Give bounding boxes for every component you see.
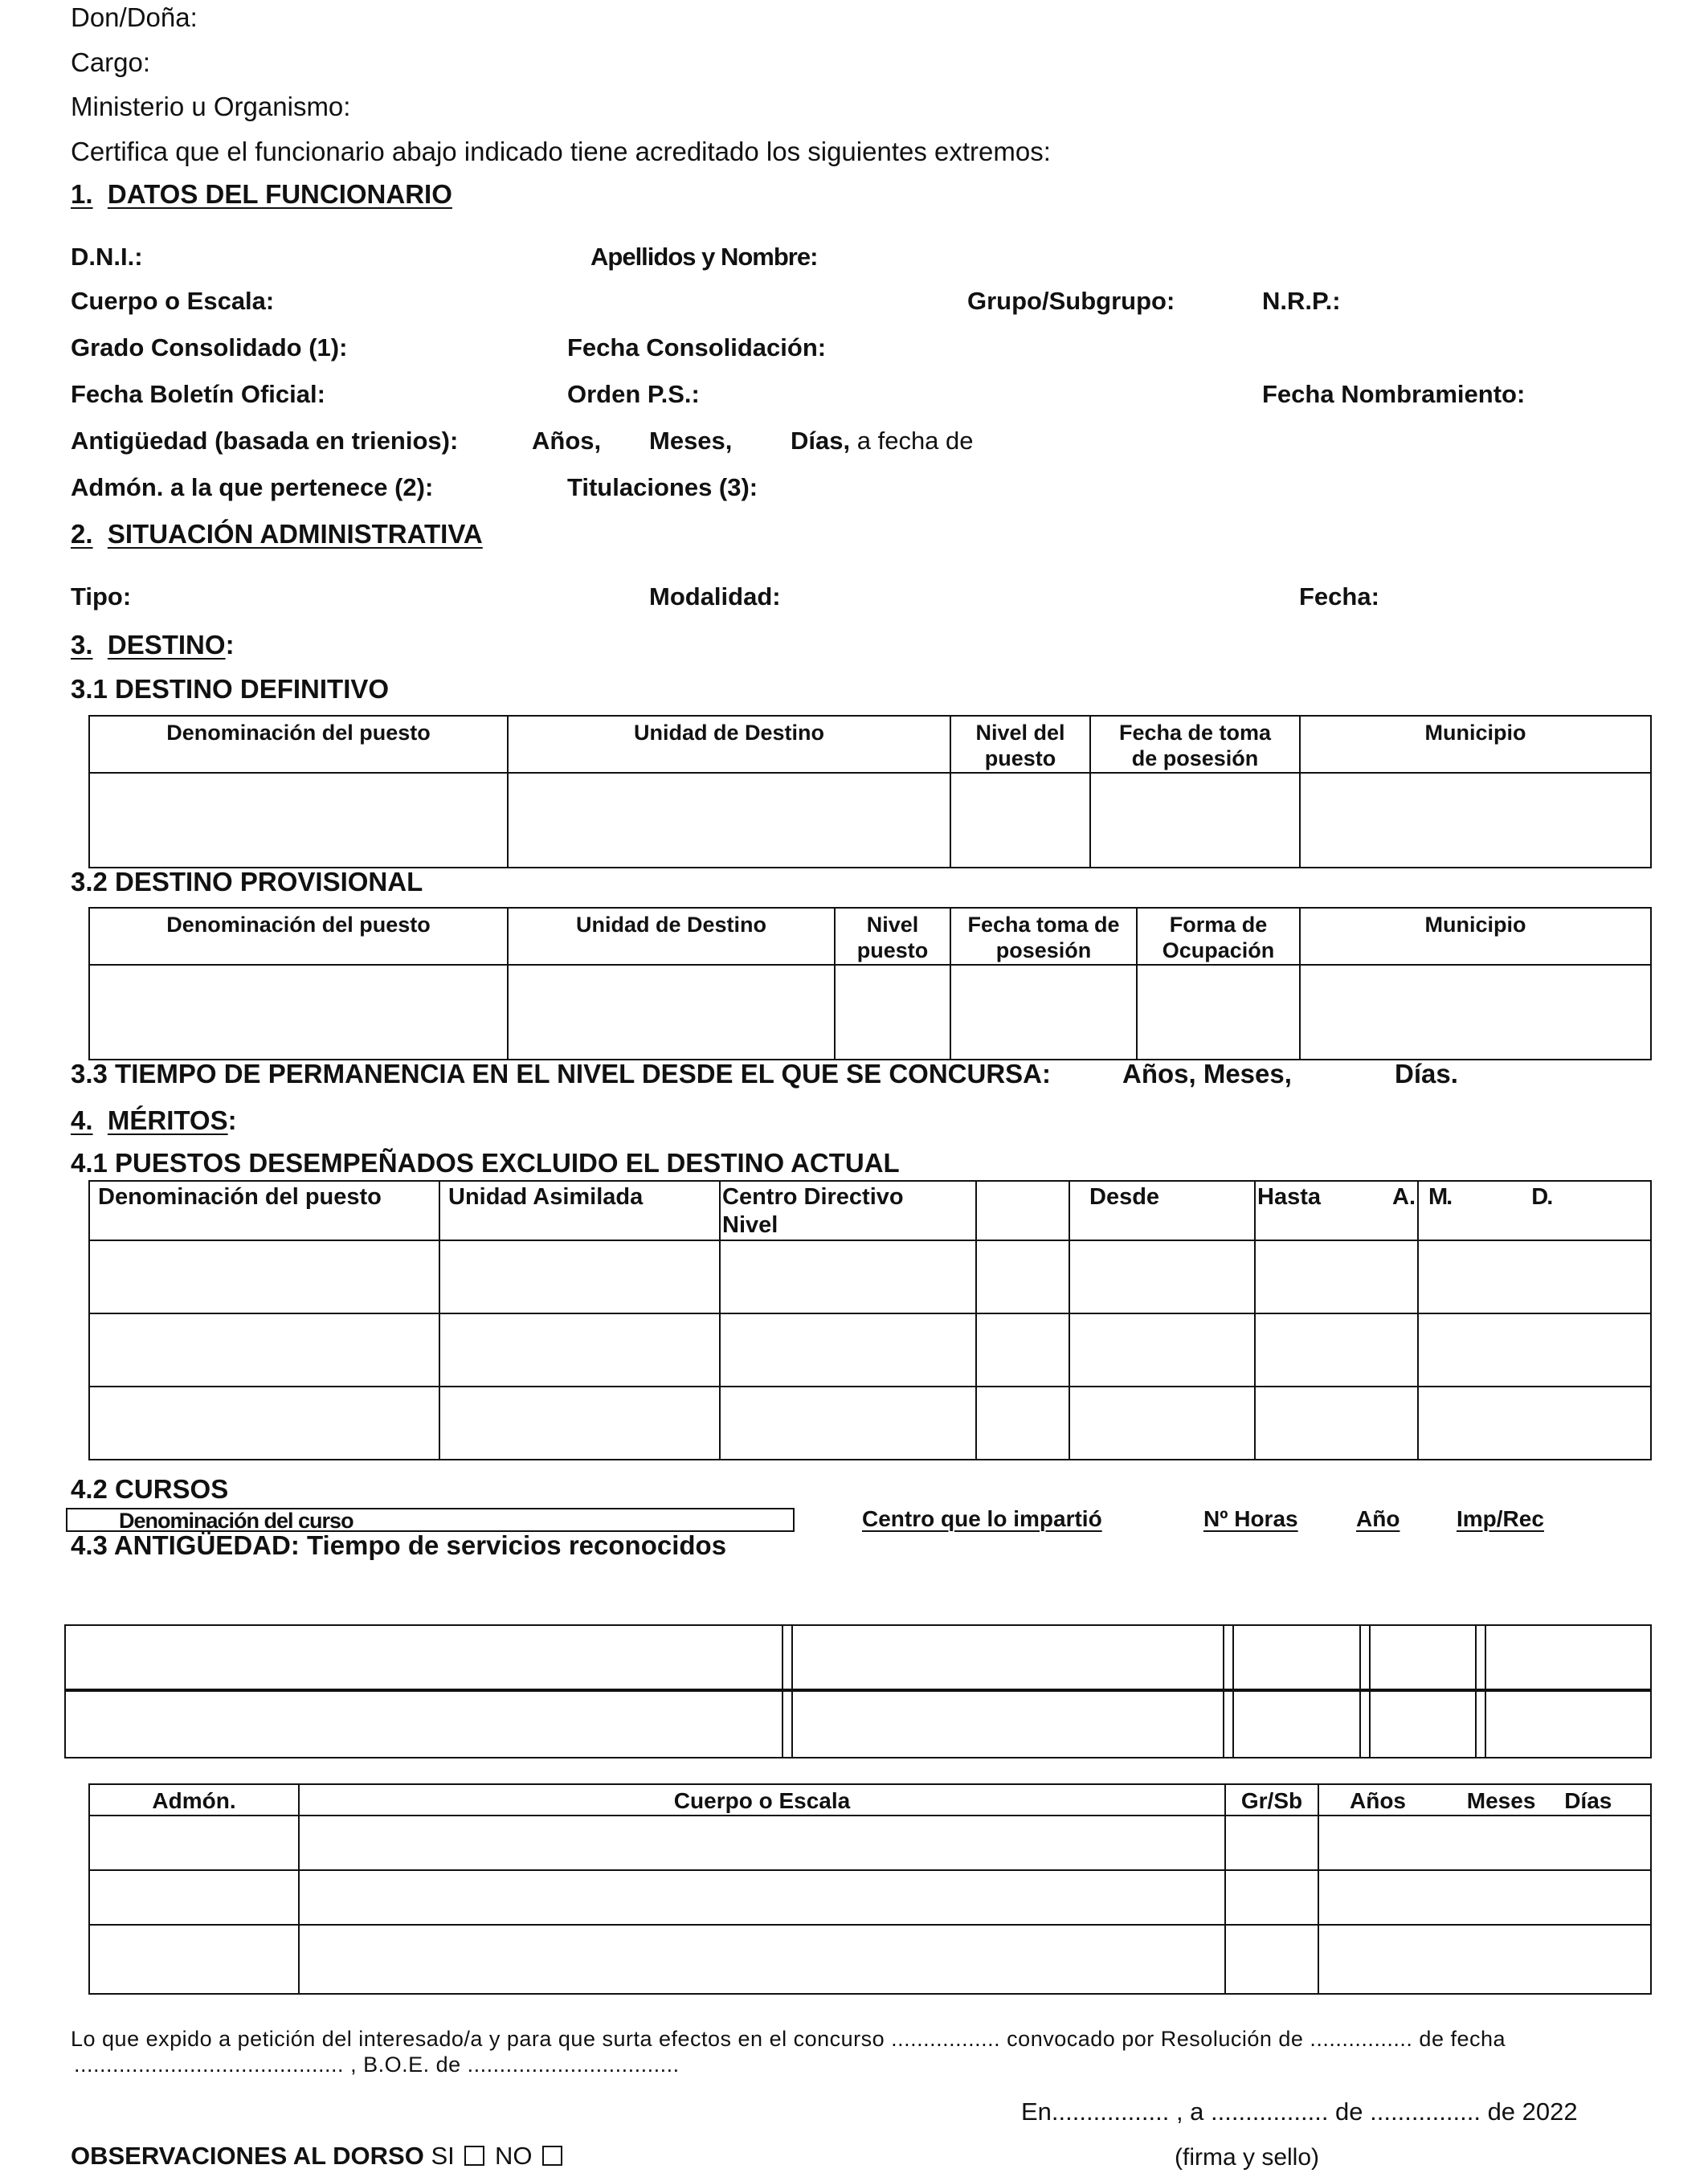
cursos-grid bbox=[64, 1624, 1652, 1758]
grid-divider bbox=[782, 1626, 793, 1757]
table-cell[interactable] bbox=[299, 1816, 1225, 1870]
section-2-heading bbox=[71, 521, 483, 547]
table-cell[interactable] bbox=[439, 1240, 720, 1313]
section-3-title: DESTINO bbox=[107, 630, 226, 660]
cursos-title: 4.2 CURSOS bbox=[71, 1474, 229, 1504]
table-cell[interactable] bbox=[1225, 1816, 1318, 1870]
table-cell[interactable] bbox=[720, 1387, 976, 1460]
destino-provisional-table bbox=[88, 907, 1652, 1060]
section-1-heading bbox=[71, 181, 452, 207]
table-cell[interactable] bbox=[950, 773, 1090, 868]
table-header-cell: Denominación del puesto bbox=[89, 716, 508, 773]
dias-short-header: D. bbox=[1531, 1184, 1552, 1210]
orden-ps-label: Orden P.S.: bbox=[567, 380, 700, 408]
cargo-label: Cargo: bbox=[71, 47, 151, 77]
anos-label: Años, bbox=[532, 427, 602, 455]
a-fecha-de-label: a fecha de bbox=[856, 427, 974, 455]
permanencia-anos-meses: Años, Meses, bbox=[1122, 1059, 1292, 1089]
puestos-desempenados-title: 4.1 PUESTOS DESEMPEÑADOS EXCLUIDO EL DESTINO ACTUAL bbox=[71, 1148, 900, 1178]
section-2-title: SITUACIÓN ADMINISTRATIVA bbox=[107, 519, 483, 549]
table-cell[interactable] bbox=[1255, 1240, 1418, 1313]
nivel-header: Nivel bbox=[722, 1211, 778, 1238]
table-cell[interactable] bbox=[1318, 1870, 1651, 1925]
table-cell[interactable] bbox=[89, 1387, 439, 1460]
antiguedad-label: Antigüedad (basada en trienios): bbox=[71, 427, 459, 455]
firma-sello: (firma y sello) bbox=[1175, 2144, 1320, 2171]
table-cell[interactable] bbox=[1069, 1313, 1255, 1387]
section-3-heading bbox=[71, 631, 235, 658]
table-cell[interactable] bbox=[299, 1870, 1225, 1925]
section-1-title: DATOS DEL FUNCIONARIO bbox=[107, 179, 452, 209]
apellidos-label: Apellidos y Nombre: bbox=[590, 243, 818, 271]
table-cell[interactable] bbox=[1300, 965, 1651, 1060]
meses-short-header: M. bbox=[1428, 1184, 1452, 1210]
table-header-cell: Nivel del puesto bbox=[950, 716, 1090, 773]
table-cell[interactable] bbox=[1300, 773, 1651, 868]
table-cell[interactable] bbox=[439, 1387, 720, 1460]
admon-label: Admón. a la que pertenece (2): bbox=[71, 473, 434, 501]
grupo-label: Grupo/Subgrupo: bbox=[967, 287, 1175, 315]
certifica-text: Certifica que el funcionario abajo indicado tiene acreditado los siguientes extremos: bbox=[71, 137, 1051, 166]
table-header-cell: Admón. bbox=[89, 1784, 299, 1816]
table-cell[interactable] bbox=[1418, 1240, 1651, 1313]
lugar-fecha: En................. , a ................. de ................ de 2022 bbox=[1021, 2097, 1578, 2126]
nrp-label: N.R.P.: bbox=[1262, 287, 1341, 315]
no-label: NO bbox=[494, 2142, 533, 2170]
section-2-number: 2. bbox=[71, 519, 93, 549]
table-cell[interactable] bbox=[1069, 1387, 1255, 1460]
destino-definitivo-table bbox=[88, 715, 1652, 868]
table-header-cell bbox=[976, 1181, 1069, 1240]
dias-header: Días bbox=[1564, 1788, 1612, 1813]
table-header-cell: Municipio bbox=[1300, 908, 1651, 965]
observaciones-label: OBSERVACIONES AL DORSO bbox=[71, 2142, 424, 2170]
table-header-cell: Unidad de Destino bbox=[508, 908, 835, 965]
dias-label: Días, bbox=[791, 427, 851, 455]
antiguedad-table bbox=[88, 1783, 1652, 1995]
meses-header: Meses bbox=[1466, 1788, 1536, 1813]
table-cell[interactable] bbox=[1418, 1387, 1651, 1460]
modalidad-label: Modalidad: bbox=[649, 582, 781, 611]
anos-short-header: A. bbox=[1392, 1184, 1416, 1210]
table-header-cell: Cuerpo o Escala bbox=[299, 1784, 1225, 1816]
si-label: SI bbox=[431, 2142, 455, 2170]
table-cell[interactable] bbox=[1255, 1387, 1418, 1460]
dni-label: D.N.I.: bbox=[71, 243, 143, 271]
table-header-cell: Desde bbox=[1069, 1181, 1255, 1240]
destino-provisional-title: 3.2 DESTINO PROVISIONAL bbox=[71, 867, 423, 897]
antiguedad-title: 4.3 ANTIGÜEDAD: Tiempo de servicios reconocidos bbox=[71, 1530, 727, 1560]
fecha-label: Fecha: bbox=[1299, 582, 1379, 611]
table-header-cell: Forma de Ocupación bbox=[1137, 908, 1300, 965]
cuerpo-label: Cuerpo o Escala: bbox=[71, 287, 275, 315]
expido-line-2: .......................................... , B.O.E. de ................................. bbox=[74, 2053, 680, 2077]
table-header-cell: Gr/Sb bbox=[1225, 1784, 1318, 1816]
fecha-consolidacion-label: Fecha Consolidación: bbox=[567, 333, 827, 361]
titulaciones-label: Titulaciones (3): bbox=[567, 473, 758, 501]
grid-divider bbox=[1223, 1626, 1234, 1757]
table-header-cell: Municipio bbox=[1300, 716, 1651, 773]
table-cell[interactable] bbox=[89, 1816, 299, 1870]
table-header-cell: Fecha toma de posesión bbox=[950, 908, 1137, 965]
puestos-desempenados-table bbox=[88, 1180, 1652, 1460]
table-cell[interactable] bbox=[1069, 1240, 1255, 1313]
table-cell[interactable] bbox=[1318, 1816, 1651, 1870]
table-cell[interactable] bbox=[89, 773, 508, 868]
curso-horas-header: Nº Horas bbox=[1203, 1506, 1298, 1531]
grid-divider bbox=[1475, 1626, 1486, 1757]
table-cell[interactable] bbox=[1255, 1313, 1418, 1387]
si-checkbox[interactable] bbox=[464, 2146, 484, 2166]
table-cell[interactable] bbox=[720, 1240, 976, 1313]
table-header-cell: Nivel puesto bbox=[835, 908, 950, 965]
observaciones-row bbox=[71, 2143, 566, 2168]
curso-denominacion-header: Denominación del curso bbox=[119, 1509, 353, 1533]
dias-a-fecha bbox=[791, 428, 974, 453]
section-4-heading bbox=[71, 1107, 237, 1133]
section-4-colon: : bbox=[227, 1105, 237, 1135]
ministerio-label: Ministerio u Organismo: bbox=[71, 92, 351, 121]
curso-denominacion-box bbox=[66, 1508, 795, 1532]
table-cell[interactable] bbox=[89, 965, 508, 1060]
section-4-number: 4. bbox=[71, 1105, 93, 1135]
table-cell[interactable] bbox=[835, 965, 950, 1060]
destino-definitivo-title: 3.1 DESTINO DEFINITIVO bbox=[71, 674, 390, 704]
grid-divider bbox=[66, 1689, 1650, 1692]
section-1-number: 1. bbox=[71, 179, 93, 209]
permanencia-dias: Días. bbox=[1395, 1059, 1458, 1089]
table-cell[interactable] bbox=[1137, 965, 1300, 1060]
table-cell[interactable] bbox=[976, 1387, 1069, 1460]
table-header-cell: Unidad de Destino bbox=[508, 716, 950, 773]
meses-label: Meses, bbox=[649, 427, 733, 455]
table-cell[interactable] bbox=[976, 1313, 1069, 1387]
fecha-boletin-label: Fecha Boletín Oficial: bbox=[71, 380, 325, 408]
grado-label: Grado Consolidado (1): bbox=[71, 333, 348, 361]
table-header-cell: Denominación del puesto bbox=[89, 908, 508, 965]
anos-header: Años bbox=[1350, 1788, 1406, 1813]
table-cell[interactable] bbox=[1225, 1870, 1318, 1925]
table-cell[interactable] bbox=[508, 965, 835, 1060]
table-cell[interactable] bbox=[89, 1870, 299, 1925]
table-header-cell bbox=[1255, 1181, 1418, 1240]
table-header-cell: Denominación del puesto bbox=[89, 1181, 439, 1240]
table-cell[interactable] bbox=[950, 965, 1137, 1060]
table-header-cell: Unidad Asimilada bbox=[439, 1181, 720, 1240]
table-header-cell bbox=[1318, 1784, 1651, 1816]
section-4-title: MÉRITOS bbox=[107, 1105, 228, 1135]
grid-divider bbox=[1359, 1626, 1371, 1757]
curso-ano-header: Año bbox=[1356, 1506, 1400, 1531]
table-cell[interactable] bbox=[89, 1925, 299, 1994]
table-cell[interactable] bbox=[1318, 1925, 1651, 1994]
table-cell[interactable] bbox=[89, 1313, 439, 1387]
tipo-label: Tipo: bbox=[71, 582, 132, 611]
expido-line-1: Lo que expido a petición del interesado/a y para que surta efectos en el concurso ................. convocado por Resolución de ................ de fecha bbox=[71, 2027, 1506, 2051]
table-header-cell bbox=[720, 1181, 976, 1240]
table-cell[interactable] bbox=[1225, 1925, 1318, 1994]
don-dona-label: Don/Doña: bbox=[71, 2, 198, 32]
table-cell[interactable] bbox=[508, 773, 950, 868]
centro-directivo-header: Centro Directivo bbox=[722, 1184, 904, 1210]
table-cell[interactable] bbox=[1090, 773, 1300, 868]
fecha-nombramiento-label: Fecha Nombramiento: bbox=[1262, 380, 1526, 408]
table-cell[interactable] bbox=[299, 1925, 1225, 1994]
hasta-header: Hasta bbox=[1257, 1184, 1321, 1210]
table-cell[interactable] bbox=[976, 1240, 1069, 1313]
table-cell[interactable] bbox=[720, 1313, 976, 1387]
permanencia-title: 3.3 TIEMPO DE PERMANENCIA EN EL NIVEL DESDE EL QUE SE CONCURSA: bbox=[71, 1059, 1051, 1089]
section-3-colon: : bbox=[225, 630, 235, 660]
section-3-number: 3. bbox=[71, 630, 93, 660]
table-header-cell bbox=[1418, 1181, 1651, 1240]
table-header-cell: Fecha de toma de posesión bbox=[1090, 716, 1300, 773]
table-cell[interactable] bbox=[1418, 1313, 1651, 1387]
no-checkbox[interactable] bbox=[542, 2146, 562, 2166]
curso-imp-rec-header: Imp/Rec bbox=[1457, 1506, 1544, 1531]
table-cell[interactable] bbox=[89, 1240, 439, 1313]
curso-centro-header: Centro que lo impartió bbox=[862, 1506, 1102, 1531]
table-cell[interactable] bbox=[439, 1313, 720, 1387]
